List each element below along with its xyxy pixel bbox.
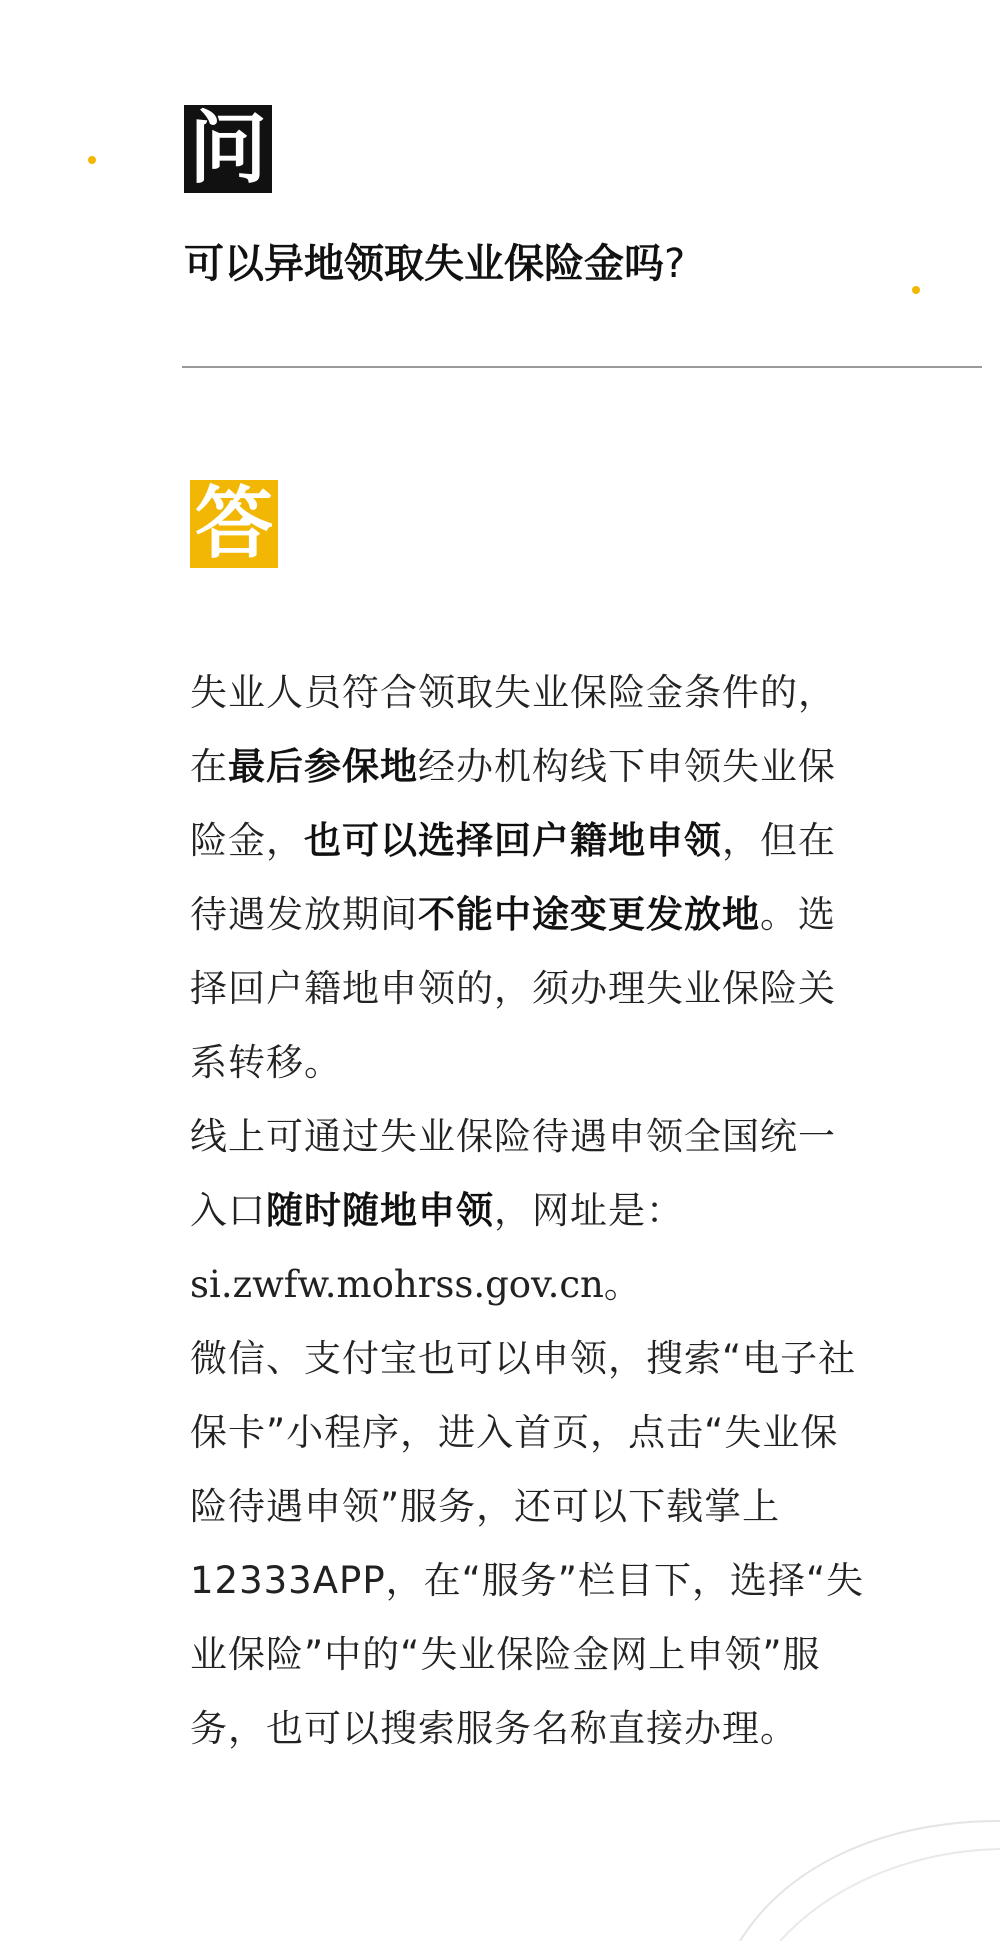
answer-text: 失业人员符合领取失业保险金条件的，在	[190, 671, 836, 788]
answer-emphasis: 最后参保地	[228, 745, 418, 788]
question-badge: 问	[184, 105, 272, 193]
answer-text: 经办机构线下申领失业保险金，	[190, 745, 836, 862]
question-mark: ?	[664, 241, 686, 287]
answer-text: ，但在待遇发放期间	[190, 819, 836, 936]
answer-text: 。	[603, 1263, 642, 1306]
answer-paragraph-1	[190, 656, 870, 1100]
answer-text: 。选择回户籍地申领的，须办理失业保险关系转移。	[190, 893, 836, 1084]
answer-emphasis: 随时随地申领	[266, 1189, 494, 1232]
answer-badge: 答	[190, 480, 278, 568]
answer-emphasis: 也可以选择回户籍地申领	[304, 819, 722, 862]
section-divider	[182, 366, 982, 368]
answer-text: ，网址是：	[494, 1189, 684, 1232]
answer-emphasis: 不能中途变更发放地	[418, 893, 760, 936]
answer-paragraph-3: 微信、支付宝也可以申领，搜索“电子社保卡”小程序，进入首页，点击“失业保险待遇申领”服务，还可以下载掌上12333APP，在“服务”栏目下，选择“失业保险”中的“失业保险金网上申领”服务，也可以搜索服务名称直接办理。	[190, 1337, 865, 1750]
decorative-arcs	[700, 1791, 1000, 1941]
answer-body	[190, 656, 870, 1766]
decorative-dot-left	[88, 156, 96, 164]
question-text: 可以异地领取失业保险金吗	[184, 241, 664, 287]
answer-text: 线上可通过失业保险待遇申领全国统一入口	[190, 1115, 836, 1232]
decorative-dot-right	[912, 286, 920, 294]
website-url: si.zwfw.mohrss.gov.cn	[190, 1263, 604, 1306]
answer-paragraph-2	[190, 1100, 870, 1322]
question-title	[184, 232, 685, 289]
